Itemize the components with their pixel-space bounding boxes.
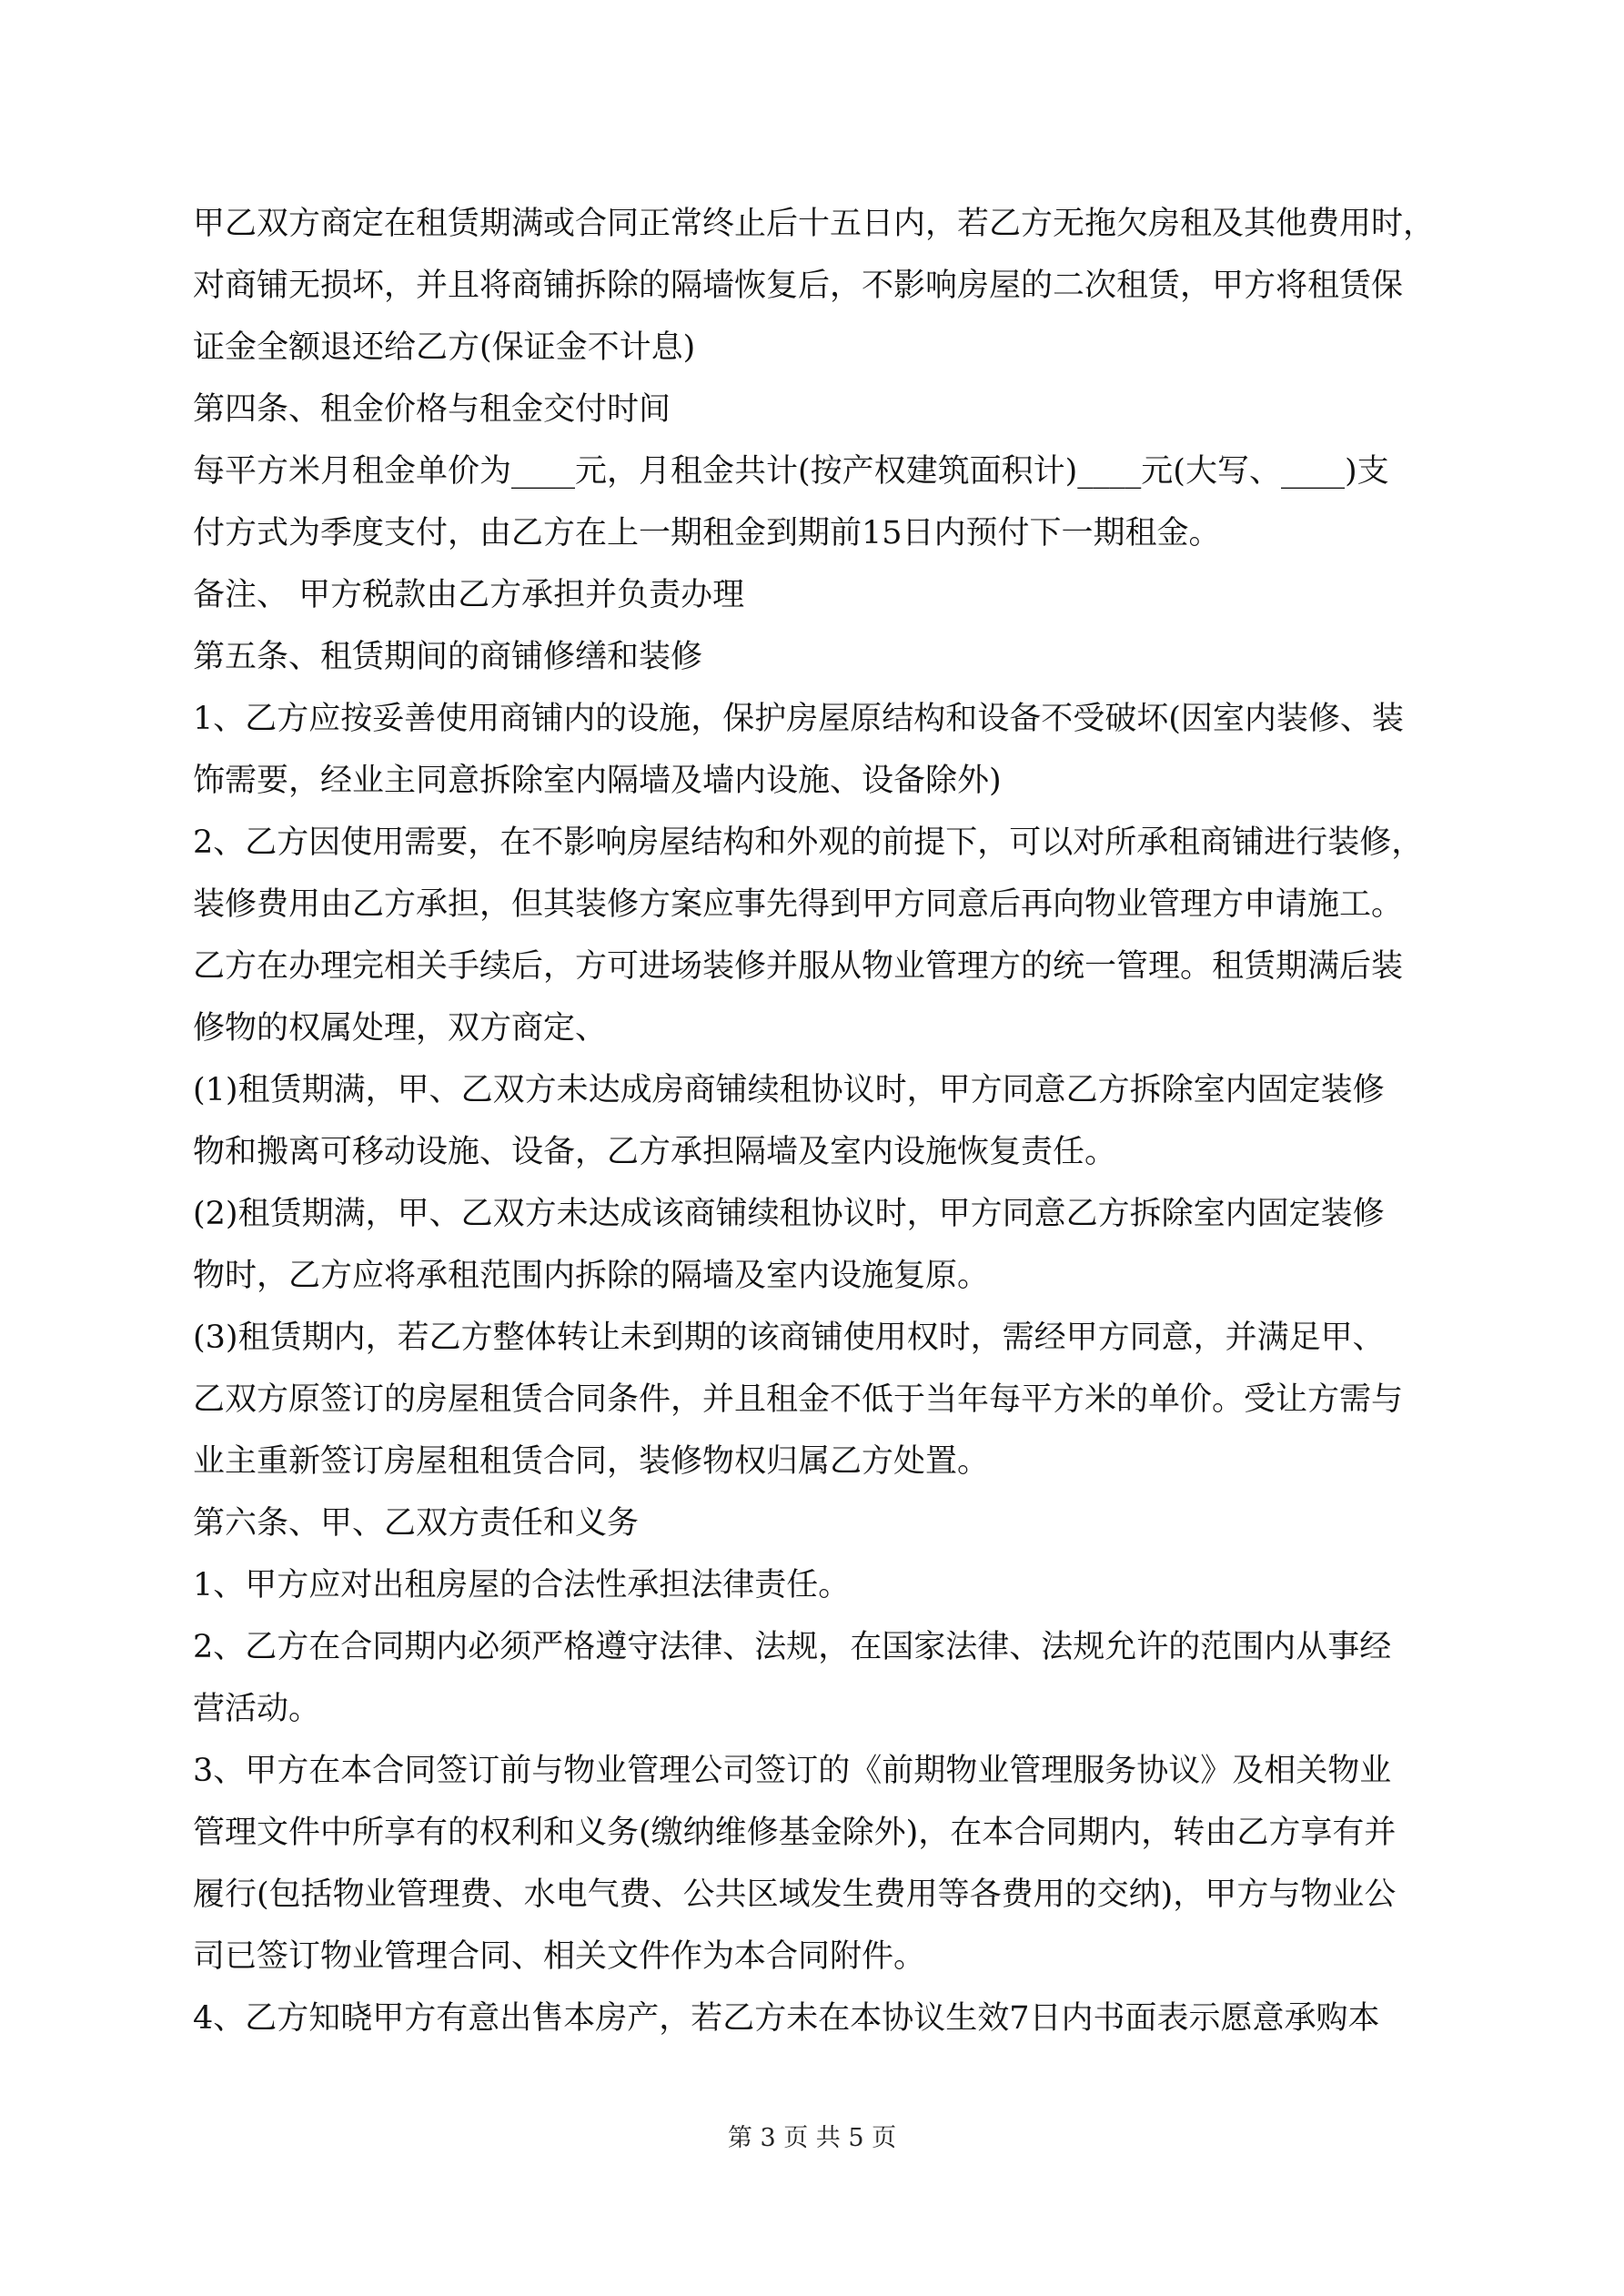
text-line: 2、乙方在合同期内必须严格遵守法律、法规，在国家法律、法规允许的范围内从事经: [193, 1629, 1392, 1665]
text-line: 付方式为季度支付，由乙方在上一期租金到期前15日内预付下一期租金。: [193, 515, 1221, 551]
text-line: 3、甲方在本合同签订前与物业管理公司签订的《前期物业管理服务协议》及相关物业: [193, 1753, 1392, 1789]
note-line: 备注、 甲方税款由乙方承担并负责办理: [193, 577, 745, 613]
text-line: 2、乙方因使用需要，在不影响房屋结构和外观的前提下，可以对所承租商铺进行装修，: [193, 824, 1424, 861]
text-line: 履行(包括物业管理费、水电气费、公共区域发生费用等各费用的交纳)，甲方与物业公: [193, 1876, 1397, 1913]
text-line: 司已签订物业管理合同、相关文件作为本合同附件。: [193, 1938, 926, 1975]
text-line: 证金全额退还给乙方(保证金不计息): [193, 329, 696, 366]
text-line: 对商铺无损坏，并且将商铺拆除的隔墙恢复后，不影响房屋的二次租赁，甲方将租赁保: [193, 268, 1404, 304]
text-line: 每平方米月租金单价为____元，月租金共计(按产权建筑面积计)____元(大写、____)支: [193, 453, 1389, 490]
text-line: 1、甲方应对出租房屋的合法性承担法律责任。: [193, 1567, 851, 1603]
text-line: 4、乙方知晓甲方有意出售本房产，若乙方未在本协议生效7日内书面表示愿意承购本: [193, 2000, 1380, 2037]
text-line: 乙方在办理完相关手续后，方可进场装修并服从物业管理方的统一管理。租赁期满后装: [193, 948, 1404, 985]
text-line: 饰需要，经业主同意拆除室内隔墙及墙内设施、设备除外): [193, 763, 1002, 799]
text-line: 管理文件中所享有的权利和义务(缴纳维修基金除外)，在本合同期内，转由乙方享有并: [193, 1815, 1397, 1851]
text-line: 1、乙方应按妥善使用商铺内的设施，保护房屋原结构和设备不受破坏(因室内装修、装: [193, 701, 1404, 737]
text-line: (1)租赁期满，甲、乙双方未达成房商铺续租协议时，甲方同意乙方拆除室内固定装修: [193, 1072, 1385, 1108]
page-number-footer: 第 3 页 共 5 页: [727, 2124, 897, 2152]
text-line: 物和搬离可移动设施、设备，乙方承担隔墙及室内设施恢复责任。: [193, 1134, 1117, 1170]
text-line: (2)租赁期满，甲、乙双方未达成该商铺续租协议时，甲方同意乙方拆除室内固定装修: [193, 1196, 1385, 1232]
section-heading-5: 第五条、租赁期间的商铺修缮和装修: [193, 639, 703, 675]
text-line: 修物的权属处理，双方商定、: [193, 1010, 608, 1047]
text-line: 营活动。: [193, 1691, 321, 1727]
document-body: [193, 193, 1439, 2049]
text-line: (3)租赁期内，若乙方整体转让未到期的该商铺使用权时，需经甲方同意，并满足甲、: [193, 1320, 1385, 1356]
section-heading-6: 第六条、甲、乙双方责任和义务: [193, 1505, 640, 1542]
section-heading-4: 第四条、租金价格与租金交付时间: [193, 391, 671, 428]
text-line: 业主重新签订房屋租租赁合同，装修物权归属乙方处置。: [193, 1443, 990, 1480]
text-line: 物时，乙方应将承租范围内拆除的隔墙及室内设施复原。: [193, 1258, 990, 1294]
text-line: 装修费用由乙方承担，但其装修方案应事先得到甲方同意后再向物业管理方申请施工。: [193, 886, 1404, 923]
text-line: 乙双方原签订的房屋租赁合同条件，并且租金不低于当年每平方米的单价。受让方需与: [193, 1381, 1404, 1418]
text-line: 甲乙双方商定在租赁期满或合同正常终止后十五日内，若乙方无拖欠房租及其他费用时，: [193, 206, 1436, 242]
